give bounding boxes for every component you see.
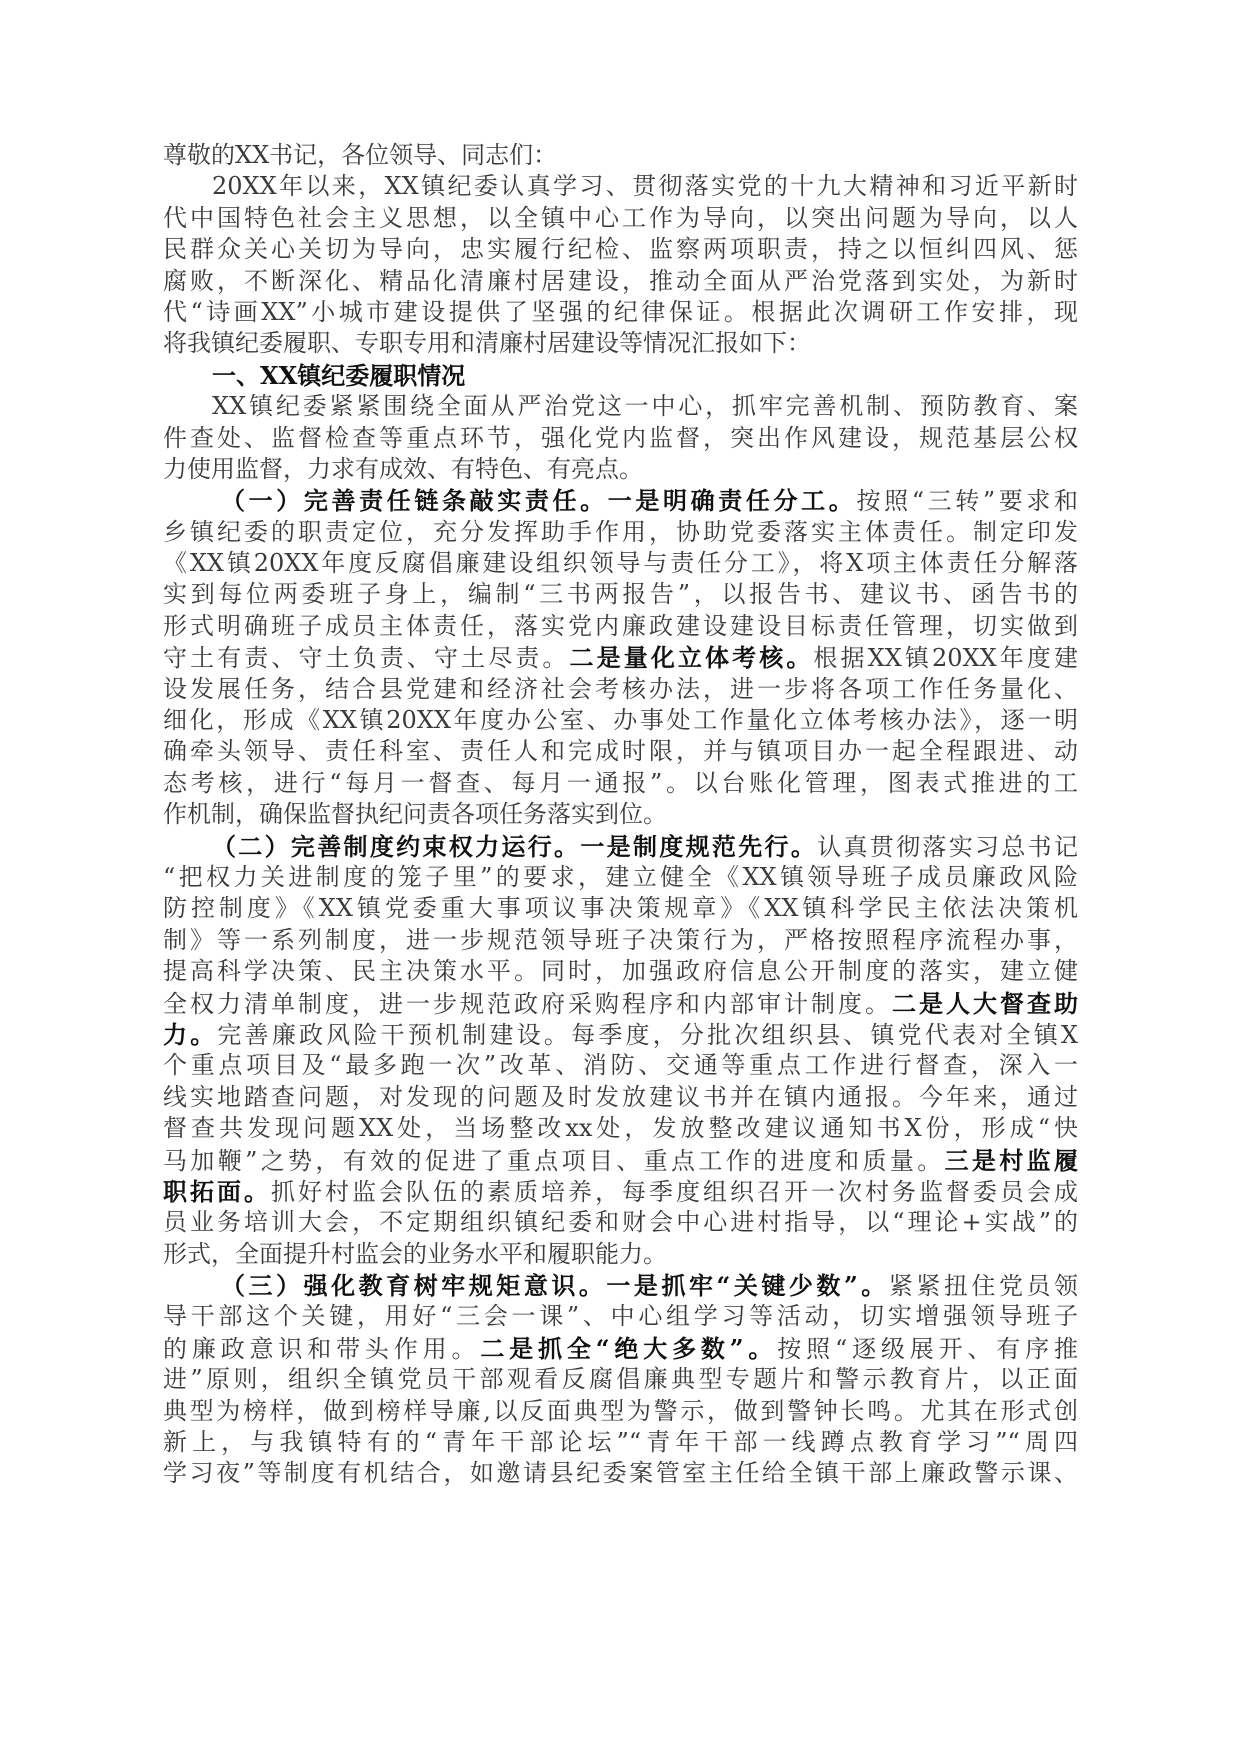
text-line <box>163 454 1078 485</box>
text-line <box>163 1050 1078 1081</box>
text-line <box>163 799 1078 830</box>
body-text: 力使用监督，力求有成效、有特色、有亮点。 <box>163 454 643 483</box>
body-text: 形式明确班子成员主体责任，落实党内廉政建设建设目标责任管理，切实做到 <box>163 611 1078 640</box>
text-line <box>163 423 1078 454</box>
text-line <box>163 1176 1078 1207</box>
body-text: 形式，全面提升村监会的业务水平和履职能力。 <box>163 1239 667 1268</box>
bold-heading-text: 一、XX镇纪委履职情况 <box>212 360 466 390</box>
body-text: XX镇纪委紧紧围绕全面从严治党这一中心，抓牢完善机制、预防教育、案 <box>212 392 1078 421</box>
text-line <box>163 548 1078 579</box>
body-text: 进”原则，组织全镇党员干部观看反腐倡廉典型专题片和警示教育片，以正面 <box>163 1365 1078 1394</box>
body-text: 细化，形成《XX镇20XX年度办公室、办事处工作量化立体考核办法》，逐一明 <box>163 706 1078 735</box>
body-text: 根据XX镇20XX年度建 <box>813 644 1079 673</box>
text-line <box>163 988 1078 1019</box>
text-line <box>163 674 1078 705</box>
body-text: 的廉政意识和带头作用。 <box>163 1334 481 1363</box>
body-text: 态考核，进行“每月一督查、每月一通报”。以台账化管理，图表式推进的工 <box>163 768 1078 797</box>
bold-heading-text: （二）完善制度约束权力运行。一是制度规范先行。 <box>212 831 818 861</box>
body-text: 《XX镇20XX年度反腐倡廉建设组织领导与责任分工》，将X项主体责任分解落 <box>163 549 1078 578</box>
text-line <box>163 328 1078 359</box>
body-text: 完善廉政风险干预机制建设。每季度，分批次组织县、镇党代表对全镇X <box>217 1020 1078 1049</box>
body-text: 典型为榜样，做到榜样导廉,以反面典型为警示，做到警钟长鸣。尤其在形式创 <box>163 1396 1078 1425</box>
body-text: 20XX年以来，XX镇纪委认真学习、贯彻落实党的十九大精神和习近平新时 <box>212 172 1078 201</box>
text-line <box>163 171 1078 202</box>
text-line <box>163 1113 1078 1144</box>
text-line <box>163 956 1078 987</box>
text-line <box>163 234 1078 265</box>
text-line <box>163 360 1078 391</box>
text-line <box>163 831 1078 862</box>
bold-heading-text: 二是量化立体考核。 <box>569 643 814 673</box>
text-line <box>163 862 1078 893</box>
body-text: 导干部这个关键，用好“三会一课”、中心组学习等活动，切实增强领导班子 <box>163 1302 1078 1331</box>
body-text: 个重点项目及“最多跑一次”改革、消防、交通等重点工作进行督查，深入一 <box>163 1051 1078 1080</box>
body-text: 紧紧扭住党员领 <box>888 1272 1079 1301</box>
body-text: 代“诗画XX”小城市建设提供了坚强的纪律保证。根据此次调研工作安排，现 <box>163 297 1078 326</box>
body-text: 腐败，不断深化、精品化清廉村居建设，推动全面从严治党落到实处，为新时 <box>163 266 1078 295</box>
body-text: 线实地踏查问题，对发现的问题及时发放建议书并在镇内通报。今年来，通过 <box>163 1082 1078 1111</box>
text-line <box>163 1364 1078 1395</box>
bold-heading-text: （一）完善责任链条敲实责任。一是明确责任分工。 <box>221 486 857 516</box>
text-line <box>163 611 1078 642</box>
text-line <box>163 1301 1078 1332</box>
text-line <box>163 297 1078 328</box>
text-line <box>163 642 1078 673</box>
text-line <box>163 1427 1078 1458</box>
text-line <box>163 517 1078 548</box>
body-text: 民群众关心关切为导向，忠实履行纪检、监察两项职责，持之以恒纠四风、惩 <box>163 235 1078 264</box>
text-line <box>163 266 1078 297</box>
bold-heading-text: 三是村监履 <box>944 1145 1078 1175</box>
body-text: 督查共发现问题XX处，当场整改xx处，发放整改建议通知书X份，形成“快 <box>163 1114 1078 1143</box>
text-line <box>163 203 1078 234</box>
bold-heading-text: 力。 <box>163 1019 218 1049</box>
text-line <box>163 485 1078 516</box>
text-line <box>163 140 1078 171</box>
text-line <box>163 705 1078 736</box>
body-text: 守土有责、守土负责、守土尽责。 <box>163 644 570 673</box>
text-line <box>163 768 1078 799</box>
text-line <box>163 736 1078 767</box>
text-line <box>163 391 1078 422</box>
text-line <box>163 579 1078 610</box>
text-line <box>163 1207 1078 1238</box>
body-text: 制》等一系列制度，进一步规范领导班子决策行为，严格按照程序流程办事， <box>163 925 1078 954</box>
document-page <box>163 140 1078 1490</box>
text-line <box>163 893 1078 924</box>
text-line <box>163 1458 1078 1489</box>
text-line <box>163 1333 1078 1364</box>
body-text: 马加鞭”之势，有效的促进了重点项目、重点工作的进度和质量。 <box>163 1146 945 1175</box>
body-text: 按照“逐级展开、有序推 <box>777 1334 1079 1363</box>
body-text: 设发展任务，结合县党建和经济社会考核办法，进一步将各项工作任务量化、 <box>163 674 1078 703</box>
text-line <box>163 1019 1078 1050</box>
text-line <box>163 1396 1078 1427</box>
bold-heading-text: （三）强化教育树牢规矩意识。一是抓牢“关键少数”。 <box>221 1271 889 1301</box>
body-text: 按照“三转”要求和 <box>856 487 1078 516</box>
text-line <box>163 1145 1078 1176</box>
body-text: “把权力关进制度的笼子里”的要求，建立健全《XX镇领导班子成员廉政风险 <box>163 862 1078 891</box>
body-text: 件查处、监督检查等重点环节，强化党内监督，突出作风建设，规范基层公权 <box>163 423 1078 452</box>
body-text: 防控制度》《XX镇党委重大事项议事决策规章》《XX镇科学民主依法决策机 <box>163 894 1078 923</box>
body-text: 认真贯彻落实习总书记 <box>817 832 1078 861</box>
text-line <box>163 1270 1078 1301</box>
bold-heading-text: 职拓面。 <box>163 1176 271 1206</box>
body-text: 作机制，确保监督执纪问责各项任务落实到位。 <box>163 800 667 829</box>
text-line <box>163 1239 1078 1270</box>
body-text: 新上，与我镇特有的“青年干部论坛”“青年干部一线蹲点教育学习”“周四 <box>163 1428 1078 1457</box>
body-text: 抓好村监会队伍的素质培养，每季度组织召开一次村务监督委员会成 <box>271 1177 1078 1206</box>
body-text: 实到每位两委班子身上，编制“三书两报告”，以报告书、建议书、函告书的 <box>163 580 1078 609</box>
body-text: 乡镇纪委的职责定位，充分发挥助手作用，协助党委落实主体责任。制定印发 <box>163 517 1078 546</box>
body-text: 全权力清单制度，进一步规范政府采购程序和内部审计制度。 <box>163 989 892 1018</box>
text-line <box>163 925 1078 956</box>
body-text: 将我镇纪委履职、专职专用和清廉村居建设等情况汇报如下： <box>163 329 811 358</box>
body-text: 学习夜”等制度有机结合，如邀请县纪委案管室主任给全镇干部上廉政警示课、 <box>163 1459 1078 1488</box>
body-text: 代中国特色社会主义思想，以全镇中心工作为导向，以突出问题为导向，以人 <box>163 203 1078 232</box>
body-text: 尊敬的XX书记，各位领导、同志们： <box>163 141 558 169</box>
bold-heading-text: 二是人大督查助 <box>892 988 1078 1018</box>
body-text: 提高科学决策、民主决策水平。同时，加强政府信息公开制度的落实，建立健 <box>163 957 1078 986</box>
body-text: 员业务培训大会，不定期组织镇纪委和财会中心进村指导，以“理论+实战”的 <box>163 1208 1078 1237</box>
body-text: 确牵头领导、责任科室、责任人和完成时限，并与镇项目办一起全程跟进、动 <box>163 737 1078 766</box>
bold-heading-text: 二是抓全“绝大多数”。 <box>480 1333 778 1363</box>
text-line <box>163 1082 1078 1113</box>
